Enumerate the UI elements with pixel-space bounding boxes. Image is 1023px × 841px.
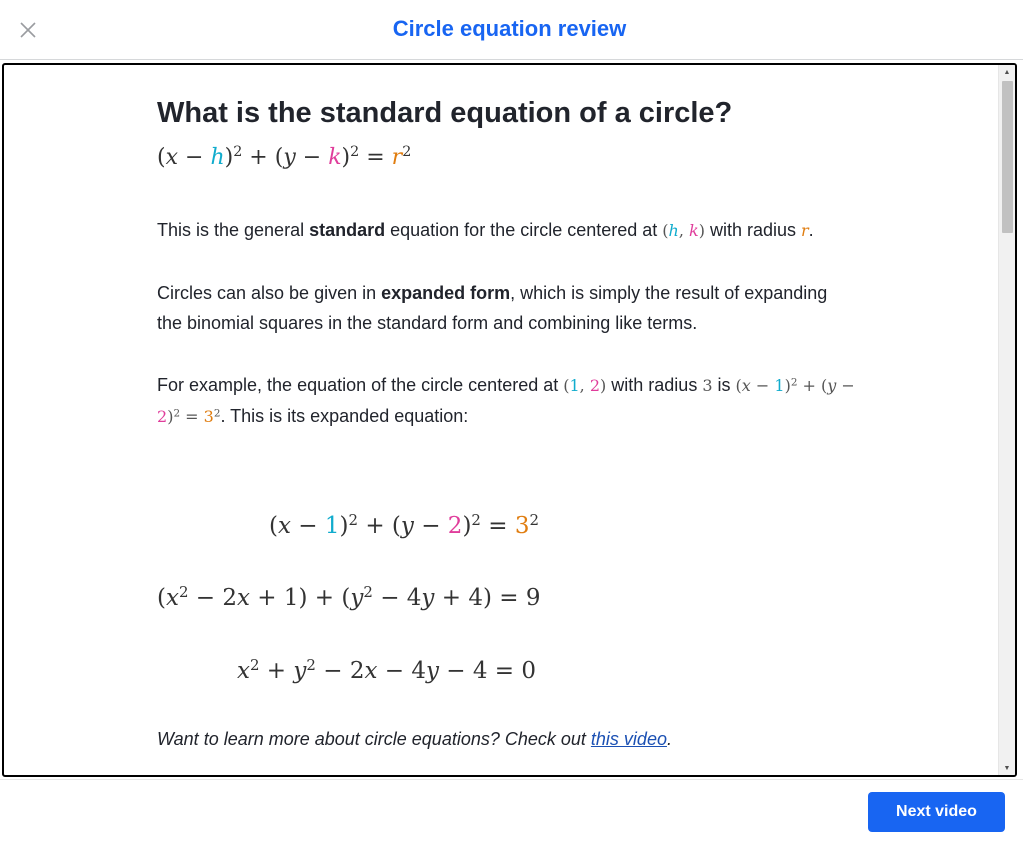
scroll-up-icon[interactable]: ▲ [1003,68,1011,76]
next-video-button[interactable]: Next video [868,792,1005,832]
article-body [157,95,857,749]
article-heading: What is the standard equation of a circle? [157,97,733,129]
video-link[interactable]: this video [590,729,667,749]
paragraph-example: For example, the equation of the circle centered at (1, 2) with radius 3 is $(x - 1)^2 + (y - 2)^2 = 3^2$. This is its expanded equation: [157,375,855,426]
expanded-form-equation: $x^2 + y^2 - 2x - 4y - 4 = 0$ [237,655,537,684]
article-scroll-container[interactable] [2,63,1017,777]
modal-header [0,0,1023,60]
page-title: Circle equation review [392,16,627,41]
scroll-thumb[interactable] [1002,81,1013,233]
scroll-down-icon[interactable]: ▼ [1003,764,1011,772]
paragraph-expanded: Circles can also be given in expanded form, which is simply the result of expanding the binomial squares in the standard form and combining like terms. [157,283,828,333]
standard-equation: $(x - h)^2 + (y - k)^2 = r^2$ [157,144,412,170]
learn-more-note: Want to learn more about circle equations? Check out this video. [157,729,672,749]
vertical-scrollbar[interactable] [998,65,1015,775]
example-standard-equation: $(x - 1)^2 + (y - 2)^2 = 3^2$ [269,510,539,539]
expanded-binomials-equation: $(x^2 - 2x + 1) + (y^2 - 4y + 4) = 9$ [157,582,541,611]
paragraph-standard: This is the general standard equation for the circle centered at (h, k) with radius r. [157,220,814,240]
